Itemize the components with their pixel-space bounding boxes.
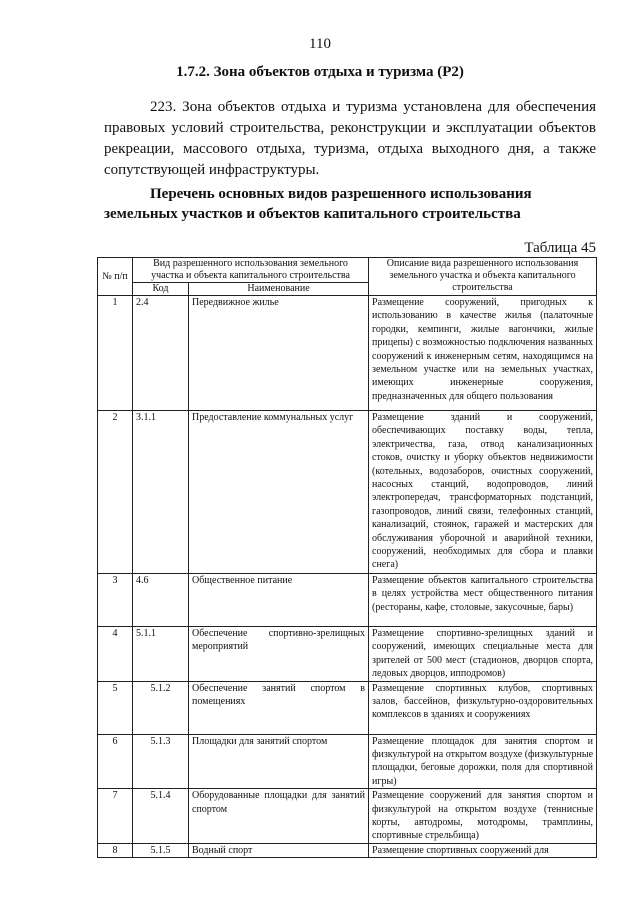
cell-code: 3.1.1: [133, 411, 189, 574]
cell-num: 1: [98, 296, 133, 411]
cell-code: 5.1.2: [133, 681, 189, 734]
cell-code: 2.4: [133, 296, 189, 411]
cell-code: 5.1.3: [133, 734, 189, 789]
header-desc: Описание вида разрешенного использования земельного участка и объекта капитального строительства: [369, 258, 597, 296]
table-row: [98, 627, 597, 682]
permitted-use-table: [97, 257, 597, 858]
cell-desc: Размещение сооружений для занятия спортом и физкультурой на открытом воздухе (теннисные корты, автодромы, мотодромы, трамплины, спортивные стрельбища): [369, 789, 597, 844]
cell-code: 5.1.1: [133, 627, 189, 682]
table-row: [98, 411, 597, 574]
table-row: [98, 734, 597, 789]
cell-code: 5.1.4: [133, 789, 189, 844]
cell-desc: Размещение спортивных клубов, спортивных залов, бассейнов, физкультурно-оздоровительных комплексов в зданиях и сооружениях: [369, 681, 597, 734]
header-name: Наименование: [189, 283, 369, 296]
cell-desc: Размещение зданий и сооружений, обеспечивающих поставку воды, тепла, электричества, газа, отвод канализационных стоков, очистку и уборку объектов недвижимости (котельных, водозаборов, очистных сооружений, насосных станций, водопроводов, линий электропередач, трансформаторных подстанций, газопроводов, линий связи, телефонных станций, канализаций, стоянок, гаражей и мастерских для обслуживания уборочной и аварийной техники, сооружений, необходимых для сбора и плавки снега): [369, 411, 597, 574]
cell-num: 8: [98, 843, 133, 857]
section-title: 1.7.2. Зона объектов отдыха и туризма (Р2): [176, 64, 464, 80]
header-group: Вид разрешенного использования земельного участка и объекта капитального строительства: [133, 258, 369, 283]
cell-num: 4: [98, 627, 133, 682]
cell-code: 5.1.5: [133, 843, 189, 857]
cell-num: 3: [98, 574, 133, 627]
table-row: [98, 574, 597, 627]
table-row: [98, 681, 597, 734]
cell-desc: Размещение площадок для занятия спортом и физкультурой на открытом воздухе (физкультурные площадки, беговые дорожки, поля для спортивной игры): [369, 734, 597, 789]
cell-name: Общественное питание: [189, 574, 369, 627]
header-num: № п/п: [98, 258, 133, 296]
cell-name: Передвижное жилье: [189, 296, 369, 411]
header-code: Код: [133, 283, 189, 296]
list-title: Перечень основных видов разрешенного использования земельных участков и объектов капитального строительства: [104, 186, 532, 222]
page-number: 110: [309, 36, 331, 52]
cell-name: Обеспечение занятий спортом в помещениях: [189, 681, 369, 734]
cell-desc: Размещение спортивно-зрелищных зданий и сооружений, имеющих специальные места для зрителей от 500 мест (стадионов, дворцов спорта, ледовых дворцов, ипподромов): [369, 627, 597, 682]
cell-desc: Размещение объектов капитального строительства в целях устройства мест общественного питания (рестораны, кафе, столовые, закусочные, бары): [369, 574, 597, 627]
table-row: [98, 789, 597, 844]
cell-num: 2: [98, 411, 133, 574]
cell-name: Оборудованные площадки для занятий спортом: [189, 789, 369, 844]
table-row: [98, 843, 597, 857]
table-row: [98, 296, 597, 411]
cell-name: Площадки для занятий спортом: [189, 734, 369, 789]
cell-num: 6: [98, 734, 133, 789]
cell-code: 4.6: [133, 574, 189, 627]
table-caption: Таблица 45: [524, 240, 596, 256]
cell-name: Предоставление коммунальных услуг: [189, 411, 369, 574]
cell-desc: Размещение сооружений, пригодных к использованию в качестве жилья (палаточные городки, кемпинги, жилые вагончики, жилые прицепы) с возможностью подключения названных сооружений к инженерным сетям, находящимся на земельном участке или на земельных участках, имеющих инженерные сооружения, предназначенных для общего пользования: [369, 296, 597, 411]
intro-paragraph: 223. Зона объектов отдыха и туризма установлена для обеспечения правовых условий строительства, реконструкции и эксплуатации объектов рекреации, массового отдыха, туризма, отдыха выходного дня, а также сопутствующей инфраструктуры.: [104, 99, 596, 178]
cell-desc: Размещение спортивных сооружений для: [369, 843, 597, 857]
cell-num: 5: [98, 681, 133, 734]
cell-name: Водный спорт: [189, 843, 369, 857]
cell-num: 7: [98, 789, 133, 844]
cell-name: Обеспечение спортивно-зрелищных мероприятий: [189, 627, 369, 682]
